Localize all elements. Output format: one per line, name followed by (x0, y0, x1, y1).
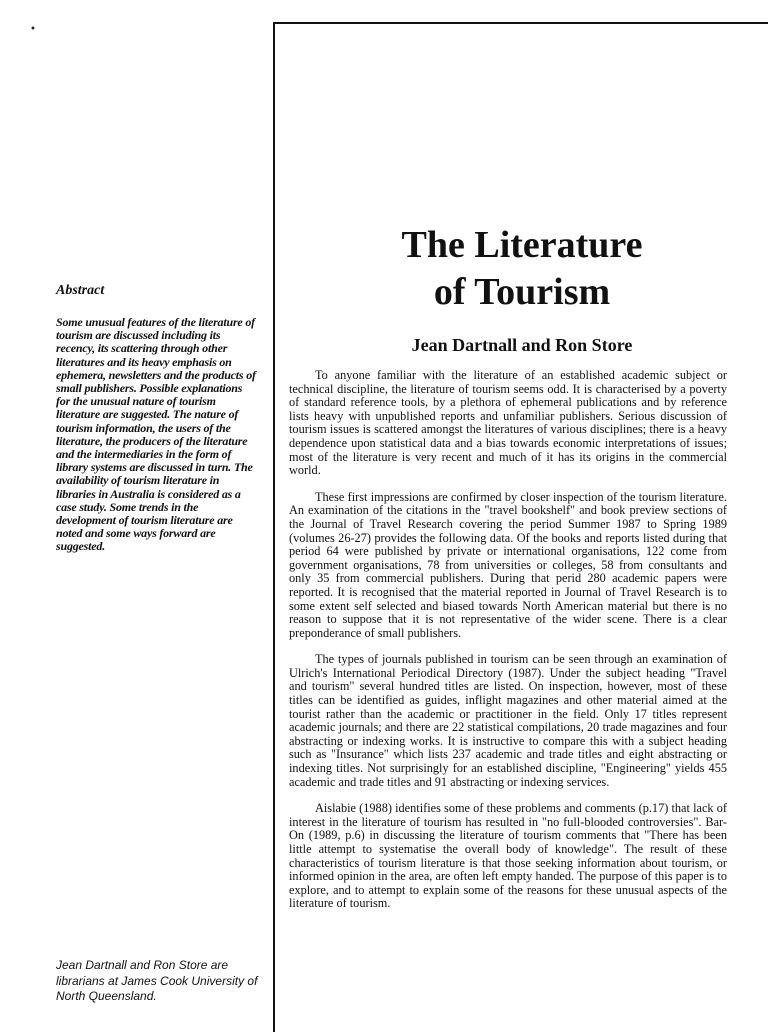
article-authors: Jean Dartnall and Ron Store (411, 335, 633, 355)
article-body (289, 369, 727, 924)
article-title (275, 222, 768, 316)
scan-mark: • (30, 24, 36, 35)
abstract-heading: Abstract (56, 283, 105, 298)
paragraph: To anyone familiar with the literature of an established academic subject or technical discipline, the literature of tourism seems odd. It is characterised by a poverty of standard reference tools, by a plethora of ephemeral publications and by reference lists heavy with unpublished reports and unfamiliar publishers. Serious discussion of tourism issues is scattered amongst the literatures of various disciplines; there is a heavy dependence upon statistical data and a bias towards economic interpretations of issues; most of the literature is very recent and much of it has its origins in the commercial world. (289, 368, 727, 478)
title-line-2: of Tourism (433, 271, 611, 313)
paragraph: These first impressions are confirmed by closer inspection of the tourism literature. An examination of the citations in the "travel bookshelf" and book preview sections of the Journal of Travel Research covering the period Summer 1987 to Spring 1989 (volumes 26-27) provides the following data. Of the books and reports listed during that period 64 were published by private or international organisations, 122 come from government organisations, 78 from universities or colleges, 58 from consultants and only 35 from commercial publishers. During that perid 280 academic papers were reported. It is recognised that the material reported in Journal of Travel Research is to some extent self selected and biased towards North American material but there is no reason to suppose that it is not representative of the wider scene. There is a clear preponderance of small publishers. (289, 489, 727, 640)
paragraph: The types of journals published in tourism can be seen through an examination of Ulrich's International Periodical Directory (1987). Under the subject heading "Travel and tourism" several hundred titles are listed. On inspection, however, most of these titles can be identified as guides, inflight magazines and other material aimed at the tourist rather than the academic or practitioner in the field. Only 17 titles represent academic journals; and there are 22 statistical compilations, 20 trade magazines and four abstracting or indexing works. It is instructive to compare this with a subject heading such as "Insurance" which lists 237 academic and trade titles and eight abstracting or indexing titles. Not surprisingly for an established discipline, "Engineering" yields 455 academic and trade titles and 91 abstracting or indexing services. (289, 652, 727, 789)
article-frame (273, 22, 768, 1032)
author-note: Jean Dartnall and Ron Store are librarians at James Cook University of North Queensland. (56, 958, 258, 1003)
left-column (56, 0, 256, 1024)
abstract-text: Some unusual features of the literature of tourism are discussed including its recency, its scattering through other literatures and its heavy emphasis on ephemera, newsletters and the products of small publishers. Possible explanations for the unusual nature of tourism literature are suggested. The nature of tourism information, the users of the literature, the producers of the literature and the intermediaries in the form of library systems are discussed in turn. The availability of tourism literature in libraries in Australia is considered as a case study. Some trends in the development of tourism literature are noted and some ways forward are suggested. (56, 315, 256, 554)
paragraph: Aislabie (1988) identifies some of these problems and comments (p.17) that lack of interest in the literature of tourism has resulted in "no full-blooded controversies". Bar-On (1989, p.6) in discussing the literature of tourism comments that "There has been little attempt to systematise the overall body of knowledge". The result of these characteristics of tourism literature is that those seeking information about tourism, or informed opinion in the area, are often left empty handed. The purpose of this paper is to explore, and to attempt to explain some of the reasons for these unusual aspects of the literature of tourism. (289, 801, 727, 911)
title-line-1: The Literature (401, 224, 643, 266)
